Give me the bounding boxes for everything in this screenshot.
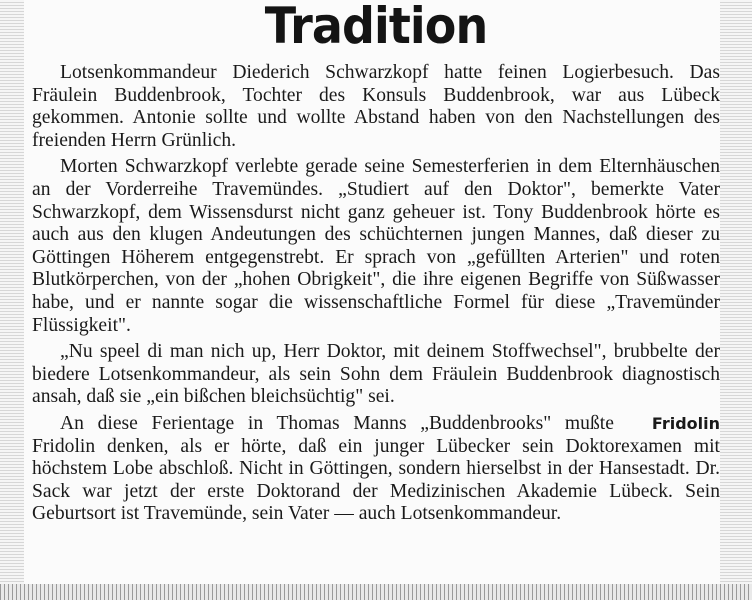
scan-edge-left [0,0,24,600]
paragraph-1: Lotsenkommandeur Diederich Schwarzkopf hatte feinen Logierbesuch. Das Fräulein Buddenbrook, Tochter des Konsuls Buddenbrook, war aus Lübeck gekommen. Antonie sollte und wollte Abstand haben von den Nachstellungen des freienden Herrn Grünlich. [32,62,720,151]
scan-edge-right [720,0,752,600]
paragraph-3: „Nu speel di man nich up, Herr Doktor, mit deinem Stoffwechsel", brubbelte der biedere Lotsenkommandeur, als sein Sohn dem Fräulein Buddenbrook diagnostisch ansah, daß sie „ein bißchen bleichsüchtig" sei. [32,341,720,408]
author-signature: Fridolin [651,413,720,433]
paragraph-2: Morten Schwarzkopf verlebte gerade seine Semesterferien in dem Elternhäuschen an der Vorderreihe Travemündes. „Studiert auf den Doktor", bemerkte Vater Schwarzkopf, dem Wissensdurst nicht ganz geheuer ist. Tony Buddenbrook hörte es auch aus den klugen Andeutungen des schüchternen jungen Mannes, daß dieser zu Göttingen Höherem entgegenstrebt. Er sprach von „gefüllten Arterien" und roten Blutkörperchen, von der „hohen Obrigkeit", die ihre eigenen Begriffe von Süßwasser habe, und er nannte sogar die wissenschaftliche Formel für diese „Travemünder Flüssigkeit". [32,156,720,336]
paragraph-4-text: An diese Ferientage in Thomas Manns „Buddenbrooks" mußte Fridolin denken, als er hörte, daß ein junger Lübecker sein Doktorexamen mit höchstem Lobe abschloß. Nicht in Göttingen, sondern hierselbst in der Hansestadt. Dr. Sack war jetzt der erste Doktorand der Medizinischen Akademie Lübeck. Sein Geburtsort ist Travemünde, sein Vater — auch Lotsenkommandeur. [32,412,720,525]
scan-edge-bottom [0,584,752,600]
article-title: Tradition [264,0,488,55]
paragraph-4 [32,413,720,526]
article-body [32,62,720,530]
